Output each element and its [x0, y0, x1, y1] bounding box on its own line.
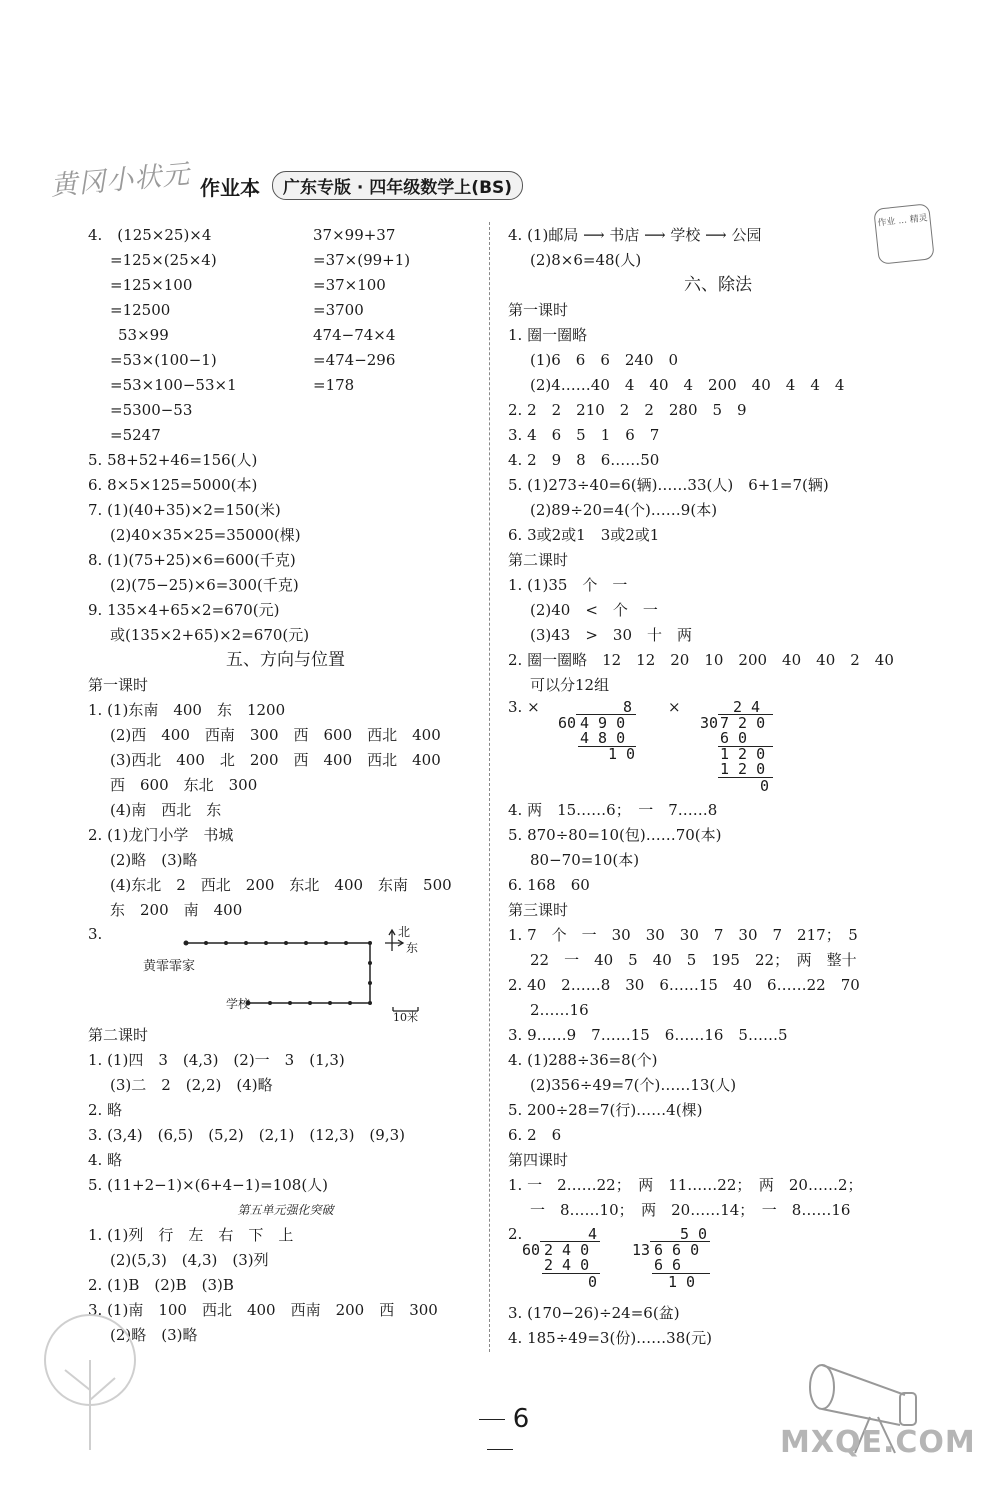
answer-line: 5. 870÷80=10(包)……70(本): [508, 826, 722, 844]
long-division-q2: [508, 1223, 928, 1301]
lesson-heading: 第四课时: [508, 1151, 569, 1169]
divisor: 60: [522, 1241, 541, 1259]
answer-line: 2. 2 2 210 2 2 280 5 9: [508, 401, 747, 419]
answer-line: (2)40×35×25=35000(棵): [110, 526, 301, 544]
answer-line: 1. (1)东南 400 东 1200: [88, 701, 286, 719]
answer-line: (2)(75−25)×6=300(千克): [110, 576, 299, 594]
remainder: 1 0: [608, 745, 636, 763]
page-header: [50, 150, 950, 205]
brand-logo: 黄冈小状元: [49, 158, 192, 203]
page-number: 6: [450, 1404, 550, 1464]
question-label: 3. ×: [508, 698, 540, 716]
question-label: 2.: [508, 1225, 523, 1243]
answer-line: (3)二 2 (2,2) (4)略: [110, 1076, 273, 1094]
tree-illustration: [20, 1300, 160, 1450]
answer-line: =125×100 =37×100: [110, 276, 386, 294]
map-label-school: 学校: [226, 997, 251, 1011]
answer-line: 西 600 东北 300: [110, 776, 258, 794]
long-division-q3: [508, 698, 928, 798]
corner-stamp: 作业 ... 精灵: [873, 203, 935, 265]
answer-line: 6. 8×5×125=5000(本): [88, 476, 258, 494]
answer-line: 9. 135×4+65×2=670(元): [88, 601, 280, 619]
answer-line: 可以分12组: [530, 676, 610, 694]
answer-line: 2. 略: [88, 1101, 123, 1119]
remainder: 1 0: [668, 1273, 696, 1291]
partial-product: 4 8 0: [580, 729, 626, 747]
unit-review-title: 第五单元强化突破: [237, 1203, 334, 1217]
answer-line: 4. (1)288÷36=8(个): [508, 1051, 658, 1069]
answer-line: =125×(25×4) =37×(99+1): [110, 251, 411, 269]
answer-line: 一 8……10； 两 20……14； 一 8……16: [530, 1201, 851, 1219]
answer-line: 1. (1)35 个 一: [508, 576, 628, 594]
wrong-mark: ×: [668, 698, 681, 716]
answer-line: 2. (1)B (2)B (3)B: [88, 1276, 234, 1294]
answer-line: 8. (1)(75+25)×6=600(千克): [88, 551, 296, 569]
answer-line: 或(135×2+65)×2=670(元): [110, 626, 310, 644]
answer-line: 22 一 40 5 40 5 195 22； 两 整十: [530, 951, 857, 969]
watermark: MXQE.COM: [780, 1425, 976, 1460]
answer-line: (1)6 6 6 240 0: [530, 351, 679, 369]
answer-line: (3)43 > 30 十 两: [530, 626, 692, 644]
answer-line: =12500 =3700: [110, 301, 364, 319]
answer-line: (2)89÷20=4(个)……9(本): [530, 501, 718, 519]
quotient: 2 4: [733, 698, 761, 716]
answer-line: 东 200 南 400: [110, 901, 243, 919]
dividend: 6 6 0: [654, 1241, 700, 1259]
route-map: [88, 923, 483, 1023]
answer-line: 4. 略: [88, 1151, 123, 1169]
answer-line: 2. (1)龙门小学 书城: [88, 826, 234, 844]
answer-line: 1. (1)四 3 (4,3) (2)一 3 (1,3): [88, 1051, 345, 1069]
answer-line: 1. 一 2……22； 两 11……22； 两 20……2；: [508, 1176, 863, 1194]
dividend: 2 4 0: [544, 1241, 590, 1259]
answer-line: 3. (170−26)÷24=6(盆): [508, 1304, 680, 1322]
answer-line: =5247: [110, 426, 161, 444]
lesson-heading: 第二课时: [508, 551, 569, 569]
section-title: 五、方向与位置: [226, 650, 345, 670]
answer-line: =53×100−53×1 =178: [110, 376, 355, 394]
dividend: 7 2 0: [720, 714, 766, 732]
answer-line: (2)40 < 个 一: [530, 601, 658, 619]
answer-line: 53×99 474−74×4: [118, 326, 396, 344]
answer-line: 3. (1)南 100 西北 400 西南 200 西 300: [88, 1301, 438, 1319]
lesson-heading: 第二课时: [88, 1026, 149, 1044]
quotient: 5 0: [680, 1225, 708, 1243]
remainder: 0: [760, 777, 770, 795]
map-label-home: 黄霏霏家: [143, 959, 196, 974]
answer-line: 3. 4 6 5 1 6 7: [508, 426, 660, 444]
answer-line: (2)356÷49=7(个)……13(人): [530, 1076, 737, 1094]
book-title: 作业本: [200, 176, 260, 200]
lesson-heading: 第一课时: [508, 301, 569, 319]
partial-product: 6 6: [654, 1256, 682, 1274]
answer-line: 4. 185÷49=3(份)……38(元): [508, 1329, 712, 1347]
lesson-heading: 第三课时: [508, 901, 569, 919]
answer-line: 5. 58+52+46=156(人): [88, 451, 258, 469]
answer-line: 3. (3,4) (6,5) (5,2) (2,1) (12,3) (9,3): [88, 1126, 405, 1144]
answer-line: (2)8×6=48(人): [530, 251, 642, 269]
column-divider: [489, 222, 490, 1352]
answer-line: (3)西北 400 北 200 西 400 西北 400: [110, 751, 441, 769]
answer-line: 80−70=10(本): [530, 851, 640, 869]
answer-line: 6. 168 60: [508, 876, 590, 894]
answer-line: 1. 圈一圈略: [508, 326, 588, 344]
left-column: [88, 223, 483, 1348]
answer-line: 6. 2 6: [508, 1126, 562, 1144]
answer-line: 2. 40 2……8 30 6……15 40 6……22 70: [508, 976, 860, 994]
answer-line: 5. (11+2−1)×(6+4−1)=108(人): [88, 1176, 329, 1194]
answer-line: (4)南 西北 东: [110, 801, 222, 819]
partial-product: 2 4 0: [544, 1256, 590, 1274]
answer-line: (2)略 (3)略: [110, 1326, 198, 1344]
remainder: 0: [588, 1273, 598, 1291]
question-label: 3.: [88, 925, 103, 943]
answer-line: 4. 两 15……6； 一 7……8: [508, 801, 718, 819]
answer-line: =53×(100−1) =474−296: [110, 351, 396, 369]
answer-line: (2)略 (3)略: [110, 851, 198, 869]
compass-east: 东: [406, 941, 419, 955]
answer-line: (2)4……40 4 40 4 200 40 4 4 4: [530, 376, 845, 394]
quotient: 8: [623, 698, 633, 716]
compass-north: 北: [398, 925, 411, 939]
answer-line: 4. (125×25)×4 37×99+37: [88, 226, 396, 244]
answer-line: =5300−53: [110, 401, 193, 419]
book-subtitle: 广东专版 · 四年级数学上(BS): [272, 171, 523, 200]
partial-product: 6 0: [720, 729, 748, 747]
answer-line: 3. 9……9 7……15 6……16 5……5: [508, 1026, 788, 1044]
quotient: 4: [588, 1225, 598, 1243]
section-title: 六、除法: [684, 275, 752, 295]
lesson-heading: 第一课时: [88, 676, 149, 694]
answer-line: 5. (1)273÷40=6(辆)……33(人) 6+1=7(辆): [508, 476, 829, 494]
right-column: [508, 223, 928, 1351]
answer-line: 5. 200÷28=7(行)……4(棵): [508, 1101, 703, 1119]
answer-line: (4)东北 2 西北 200 东北 400 东南 500: [110, 876, 452, 894]
partial-remainder: 1 2 0: [720, 745, 766, 763]
map-scale: 10米: [393, 1011, 418, 1024]
answer-line: 1. 7 个 一 30 30 30 7 30 7 217； 5: [508, 926, 858, 944]
divisor: 60: [558, 714, 577, 732]
answer-line: 2. 圈一圈略 12 12 20 10 200 40 40 2 40: [508, 651, 894, 669]
divisor: 30: [700, 714, 719, 732]
answer-line: 6. 3或2或1 3或2或1: [508, 526, 660, 544]
answer-line: 7. (1)(40+35)×2=150(米): [88, 501, 281, 519]
dividend: 4 9 0: [580, 714, 626, 732]
answer-line: (2)(5,3) (4,3) (3)列: [110, 1251, 269, 1269]
answer-line: (2)西 400 西南 300 西 600 西北 400: [110, 726, 441, 744]
answer-line: 2……16: [530, 1001, 589, 1019]
partial-product: 1 2 0: [720, 760, 766, 778]
answer-line: 4. (1)邮局 ⟶ 书店 ⟶ 学校 ⟶ 公园: [508, 226, 762, 244]
answer-line: 1. (1)列 行 左 右 下 上: [88, 1226, 294, 1244]
answer-line: 4. 2 9 8 6……50: [508, 451, 660, 469]
divisor: 13: [632, 1241, 651, 1259]
